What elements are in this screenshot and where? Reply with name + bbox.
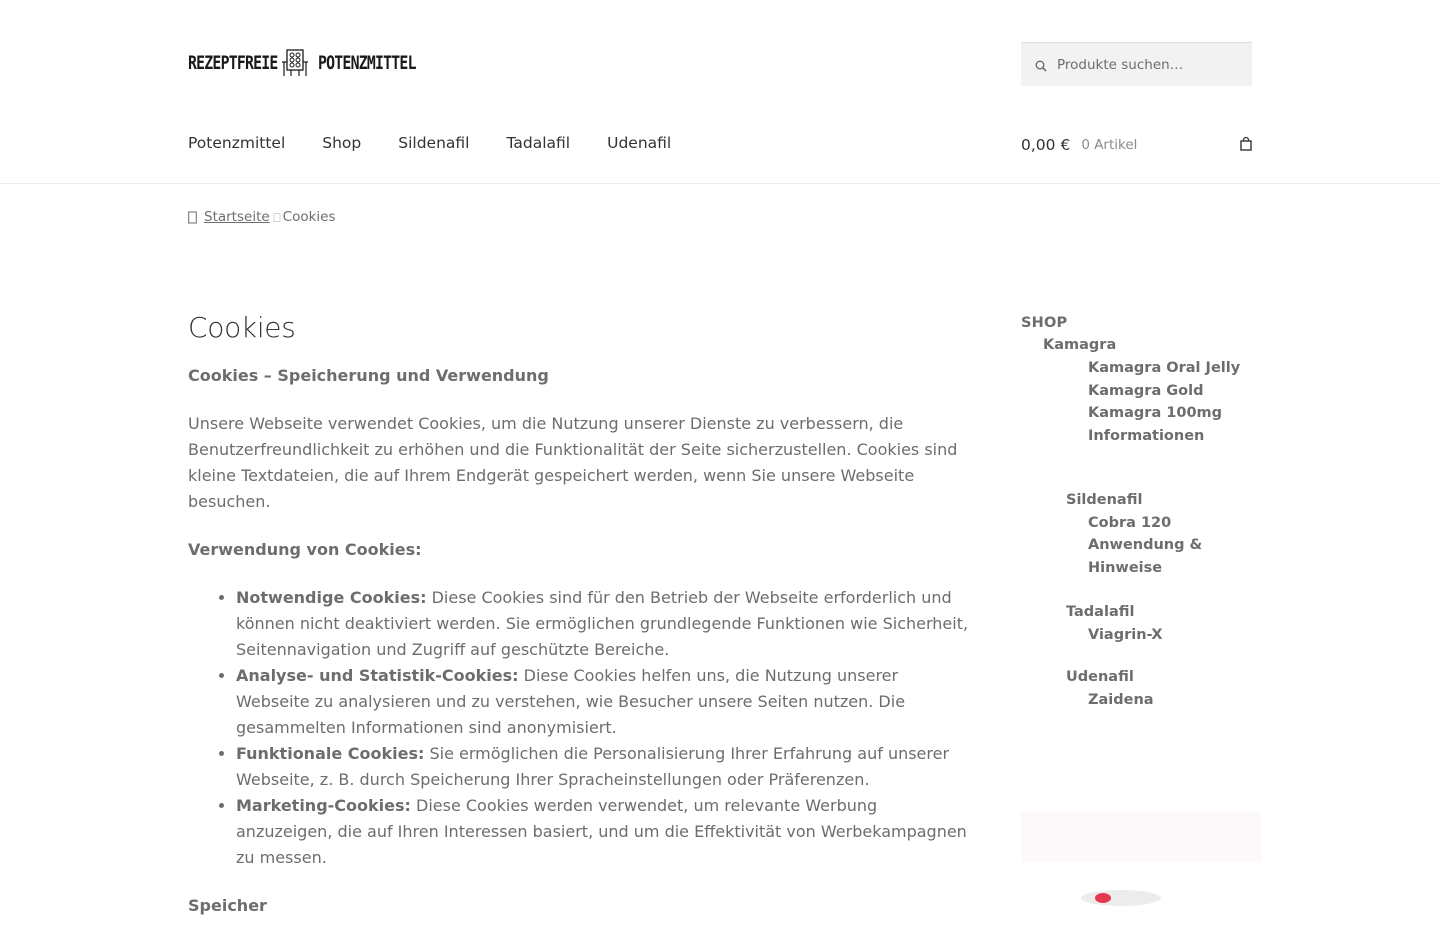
- shopping-bag-icon: [1240, 137, 1252, 151]
- page-content: [188, 363, 972, 919]
- list-item-term: Analyse- und Statistik-Cookies:: [236, 666, 519, 685]
- list-item-text: Sie ermöglichen die Personalisierung Ihrer Erfahrung auf unserer Webseite, z. B. durch Speicherung Ihrer Spracheinstellungen oder Präferenzen.: [236, 744, 950, 789]
- list-item-text: Diese Cookies helfen uns, die Nutzung unserer Webseite zu analysieren und zu verstehen, wie Besucher unsere Seiten nutzen. Die gesammelten Informationen sind anonymisiert.: [236, 666, 906, 737]
- sidebar-item-cobra-120[interactable]: Cobra 120: [1088, 514, 1172, 531]
- page-title: Cookies: [188, 311, 296, 344]
- search-input[interactable]: [1057, 57, 1237, 73]
- nav-item-tadalafil[interactable]: Tadalafil: [506, 134, 571, 152]
- home-icon: [188, 211, 197, 224]
- nav-item-potenzmittel[interactable]: Potenzmittel: [188, 134, 286, 152]
- sidebar-item-sildenafil[interactable]: Sildenafil: [1066, 492, 1143, 508]
- list-item: [236, 663, 972, 741]
- header-divider: [0, 183, 1440, 184]
- usage-heading: Verwendung von Cookies:: [188, 540, 422, 559]
- sidebar-item-zaidena[interactable]: Zaidena: [1088, 691, 1154, 708]
- search-icon: [1035, 60, 1047, 72]
- product-photo-icon: [1021, 812, 1261, 900]
- sidebar-item-kamagra-oral-jelly[interactable]: Kamagra Oral Jelly: [1088, 360, 1241, 376]
- breadcrumb: [188, 209, 336, 225]
- cart-total: 0,00 €: [1021, 136, 1071, 154]
- sidebar-shop-menu: [1021, 312, 1261, 711]
- list-item-text: Diese Cookies werden verwendet, um relevante Werbung anzuzeigen, die auf Ihren Interessen basiert, und um die Effektivität von Werbekampagnen zu messen.: [236, 796, 967, 867]
- intro-paragraph: Unsere Webseite verwendet Cookies, um die Nutzung unserer Dienste zu verbessern, die Benutzerfreundlichkeit zu erhöhen und die Funktionalität der Seite sicherzustellen. Cookies sind kleine Textdateien, die auf Ihrem Endgerät gespeichert werden, wenn Sie unsere Webseite besuchen.: [188, 414, 958, 511]
- nav-item-sildenafil[interactable]: Sildenafil: [398, 134, 470, 152]
- breadcrumb-separator-icon: [273, 212, 281, 222]
- sidebar-item-kamagra-100mg[interactable]: Kamagra 100mg: [1088, 405, 1223, 421]
- list-item-term: Marketing-Cookies:: [236, 796, 411, 815]
- sidebar-item-viagrin-x[interactable]: Viagrin-X: [1088, 626, 1163, 643]
- sidebar-item-anwendung[interactable]: Anwendung &: [1088, 537, 1203, 553]
- content-subheading: Cookies – Speicherung und Verwendung: [188, 366, 549, 385]
- sidebar-item-udenafil[interactable]: Udenafil: [1066, 669, 1134, 685]
- product-search[interactable]: [1021, 42, 1252, 86]
- list-item-term: Notwendige Cookies:: [236, 588, 427, 607]
- list-item: [236, 585, 972, 663]
- sidebar-item-informationen[interactable]: Informationen: [1088, 427, 1205, 444]
- sidebar-shop-link[interactable]: SHOP: [1021, 315, 1068, 331]
- header-cart[interactable]: [1021, 134, 1252, 156]
- sidebar-product-image[interactable]: [1021, 812, 1261, 900]
- logo-text-right: POTENZMITTEL: [318, 52, 416, 74]
- list-item: [236, 793, 972, 871]
- sidebar-item-kamagra-gold[interactable]: Kamagra Gold: [1088, 382, 1204, 399]
- sidebar-item-hinweise[interactable]: Hinweise: [1088, 559, 1163, 576]
- nav-item-udenafil[interactable]: Udenafil: [607, 134, 672, 152]
- primary-navigation: [188, 134, 671, 152]
- list-item-term: Funktionale Cookies:: [236, 744, 425, 763]
- cart-count: 0 Artikel: [1081, 137, 1138, 153]
- site-logo[interactable]: [188, 46, 414, 80]
- cookie-type-list: [236, 585, 972, 871]
- list-item: [236, 741, 972, 793]
- breadcrumb-current: Cookies: [282, 209, 336, 225]
- nav-item-shop[interactable]: Shop: [322, 134, 362, 152]
- logo-text-left: REZEPTFREIE: [188, 52, 278, 74]
- sidebar-item-kamagra[interactable]: Kamagra: [1043, 337, 1117, 353]
- list-item-text: Diese Cookies sind für den Betrieb der Webseite erforderlich und können nicht deaktiviert werden. Sie ermöglichen grundlegende Funktionen wie Sicherheit, Seitennavigation und Zugriff auf geschützte Bereiche.: [236, 588, 969, 659]
- sidebar-item-tadalafil[interactable]: Tadalafil: [1066, 604, 1135, 620]
- main-content: [188, 308, 972, 941]
- breadcrumb-home-link[interactable]: Startseite: [204, 209, 270, 225]
- logo-pill-icon: [280, 48, 310, 78]
- next-heading: Speicher: [188, 896, 267, 915]
